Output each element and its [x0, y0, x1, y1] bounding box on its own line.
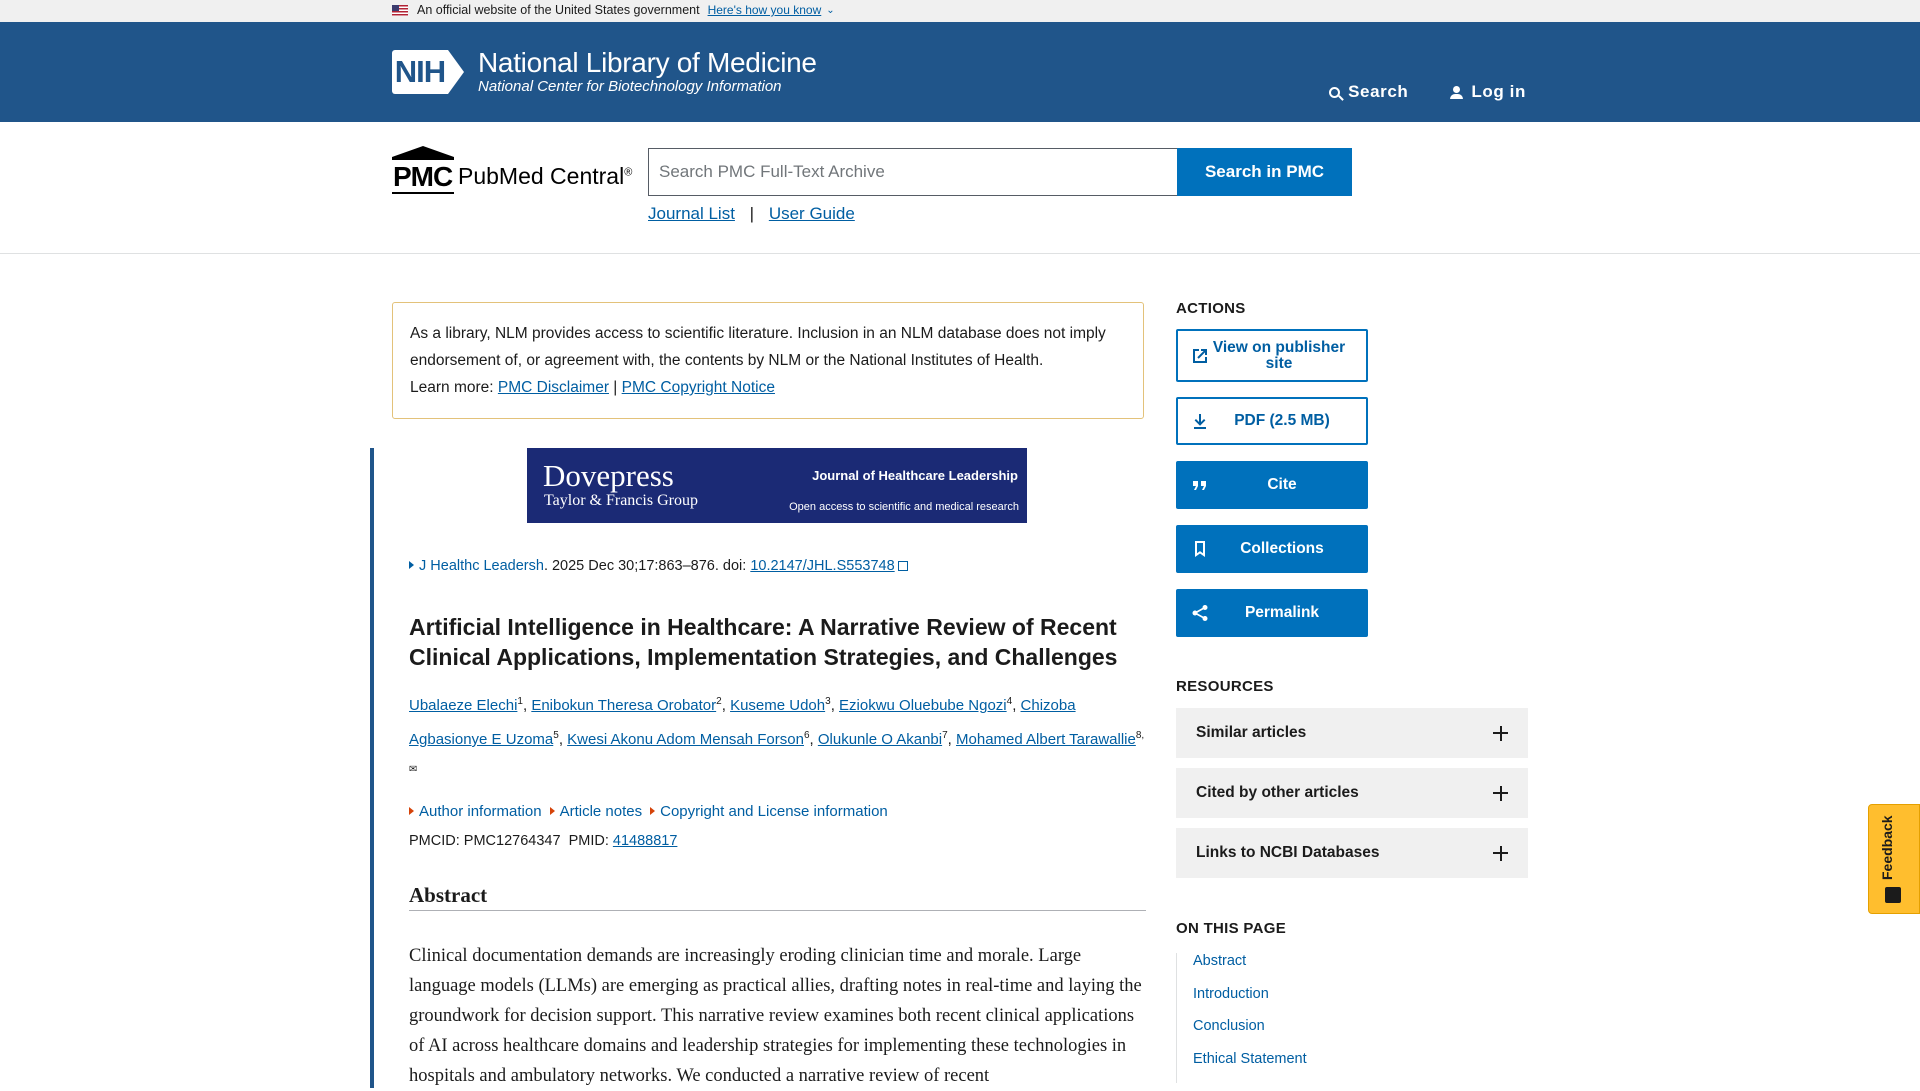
on-this-page-heading: ON THIS PAGE	[1176, 920, 1286, 937]
gov-banner-text: An official website of the United States government	[417, 3, 700, 17]
copyright-license-toggle[interactable]: Copyright and License information	[650, 803, 888, 820]
journal-banner[interactable]: Dovepress Taylor & Francis Group Journal of Healthcare Leadership Open access to scientific and medical research	[527, 448, 1027, 523]
journal-name-toggle[interactable]: J Healthc Leadersh	[419, 558, 544, 574]
search-in-pmc-button[interactable]: Search in PMC	[1177, 148, 1352, 196]
cited-by-accordion[interactable]: Cited by other articles	[1176, 768, 1528, 818]
article-citation: J Healthc Leadersh. 2025 Dec 30;17:863–876. doi: 10.2147/JHL.S553748	[409, 558, 1146, 574]
pmc-building-icon: PMC	[392, 146, 454, 194]
org-name: National Library of Medicine	[478, 47, 817, 78]
abstract-text: Clinical documentation demands are increasingly eroding clinician time and morale. Large language models (LLMs) are emerging as practical allies, drafting notes in real-time and laying the groundwork for decision support. This narrative review examines both recent clinical applications of AI across healthcare domains and leadership strategies for implementing these technologies in hospitals and ambulatory networks. We conducted a narrative review of recent	[409, 946, 1142, 1086]
toc-link-introduction[interactable]: Introduction	[1193, 985, 1269, 1002]
author-link[interactable]: Olukunle O Akanbi	[817, 731, 943, 748]
pmc-search-input[interactable]	[648, 148, 1177, 196]
header-search-button[interactable]: Search	[1329, 82, 1408, 102]
article-ids: PMCID: PMC12764347 PMID: 41488817	[409, 833, 678, 849]
share-icon	[1190, 603, 1210, 623]
bookmark-icon	[1190, 539, 1210, 559]
feedback-icon	[1885, 887, 1901, 903]
cite-button[interactable]: Cite	[1176, 461, 1368, 509]
quote-icon	[1190, 475, 1210, 495]
expand-triangle-icon	[409, 561, 414, 569]
heres-how-you-know-link[interactable]: Here's how you know	[707, 3, 822, 17]
journal-list-link[interactable]: Journal List	[648, 204, 735, 223]
author-information-toggle[interactable]: Author information	[409, 803, 542, 820]
right-sidebar	[1176, 300, 1528, 1083]
external-link-icon	[898, 561, 908, 571]
article-title: Artificial Intelligence in Healthcare: A Narrative Review of Recent Clinical Applications, Implementation Strategies, and Challenges	[409, 614, 1118, 670]
author-link[interactable]: Ubalaeze Elechi	[409, 697, 518, 714]
pmc-copyright-notice-link[interactable]: PMC Copyright Notice	[621, 379, 775, 396]
org-subtitle: National Center for Biotechnology Information	[478, 78, 782, 95]
toc-link-ethical-statement[interactable]: Ethical Statement	[1193, 1050, 1307, 1067]
author-link[interactable]: Enibokun Theresa Orobator	[531, 697, 717, 714]
nih-logo-icon: NIH	[392, 48, 466, 96]
author-link[interactable]: Kuseme Udoh	[730, 697, 826, 714]
pmc-disclaimer-link[interactable]: PMC Disclaimer	[497, 379, 609, 396]
official-gov-banner	[0, 0, 1920, 22]
abstract-heading: Abstract	[409, 883, 1146, 911]
nlm-disclaimer-box: As a library, NLM provides access to scientific literature. Inclusion in an NLM database does not imply endorsement of, or agreement with, the contents by NLM or the National Institutes of Health. Learn more: PMC Disclaimer | PMC Copyright Notice	[392, 302, 1144, 419]
author-link[interactable]: Mohamed Albert Tarawallie	[956, 731, 1136, 748]
pmc-logo[interactable]: PMC PubMed Central®	[392, 146, 632, 194]
pdf-download-button[interactable]: PDF (2.5 MB)	[1176, 397, 1368, 445]
nlm-logo[interactable]	[392, 48, 817, 96]
article-content	[370, 448, 1146, 1088]
pmcid: PMCID: PMC12764347	[409, 833, 561, 849]
plus-icon	[1493, 786, 1508, 801]
nih-header	[0, 22, 1920, 122]
author-list: Ubalaeze Elechi$^1$, Enibokun Theresa Orobator$^2$, Kuseme Udoh$^3$, Eziokwu Oluebube Ngozi$^4$, Chizoba Agbasionye E Uzoma$^5$, Kwesi Akonu Adom Mensah Forson$^6$, Olukunle O Akanbi$^7$, Mohamed Albert Tarawallie$^{8,✉}$	[409, 696, 1145, 775]
permalink-button[interactable]: Permalink	[1176, 589, 1368, 637]
plus-icon	[1493, 846, 1508, 861]
toc-link-conclusion[interactable]: Conclusion	[1193, 1018, 1265, 1034]
collections-button[interactable]: Collections	[1176, 525, 1368, 573]
us-flag-icon	[392, 5, 408, 16]
chevron-down-icon[interactable]: ⌄	[826, 4, 835, 16]
article-info-links	[409, 803, 1146, 820]
ncbi-links-accordion[interactable]: Links to NCBI Databases	[1176, 828, 1528, 878]
download-icon	[1190, 411, 1210, 431]
author-link[interactable]: Eziokwu Oluebube Ngozi	[839, 697, 1007, 714]
external-link-icon	[1190, 346, 1210, 366]
resources-heading: RESOURCES	[1176, 678, 1274, 695]
pmc-search-bar: PMC PubMed Central® Search PMC Full-Text Archive Search in PMC Journal List | User Guide	[0, 122, 1920, 254]
on-this-page-nav	[1176, 953, 1528, 1083]
search-icon	[1329, 87, 1340, 98]
feedback-tab[interactable]: Feedback	[1868, 804, 1920, 914]
user-guide-link[interactable]: User Guide	[768, 204, 855, 223]
pmid-link[interactable]: 41488817	[612, 833, 678, 849]
toc-link-abstract[interactable]: Abstract	[1193, 953, 1247, 969]
article-notes-toggle[interactable]: Article notes	[550, 803, 643, 820]
view-on-publisher-site-button[interactable]: View on publisher site	[1176, 329, 1368, 382]
author-link[interactable]: Kwesi Akonu Adom Mensah Forson	[567, 731, 804, 748]
pmc-logo-name: PubMed Central	[458, 163, 625, 189]
author-link[interactable]: Chizoba Agbasionye E Uzoma	[409, 697, 1076, 748]
disclaimer-text: As a library, NLM provides access to scientific literature. Inclusion in an NLM database does not imply endorsement of, or agreement with, the contents by NLM or the National Institutes of Health.	[410, 325, 1106, 369]
actions-heading: ACTIONS	[1176, 300, 1246, 317]
header-login-button[interactable]: Log in	[1450, 82, 1526, 102]
similar-articles-accordion[interactable]: Similar articles	[1176, 708, 1528, 758]
user-icon	[1450, 86, 1463, 99]
doi-link[interactable]: 10.2147/JHL.S553748	[750, 558, 895, 574]
plus-icon	[1493, 726, 1508, 741]
